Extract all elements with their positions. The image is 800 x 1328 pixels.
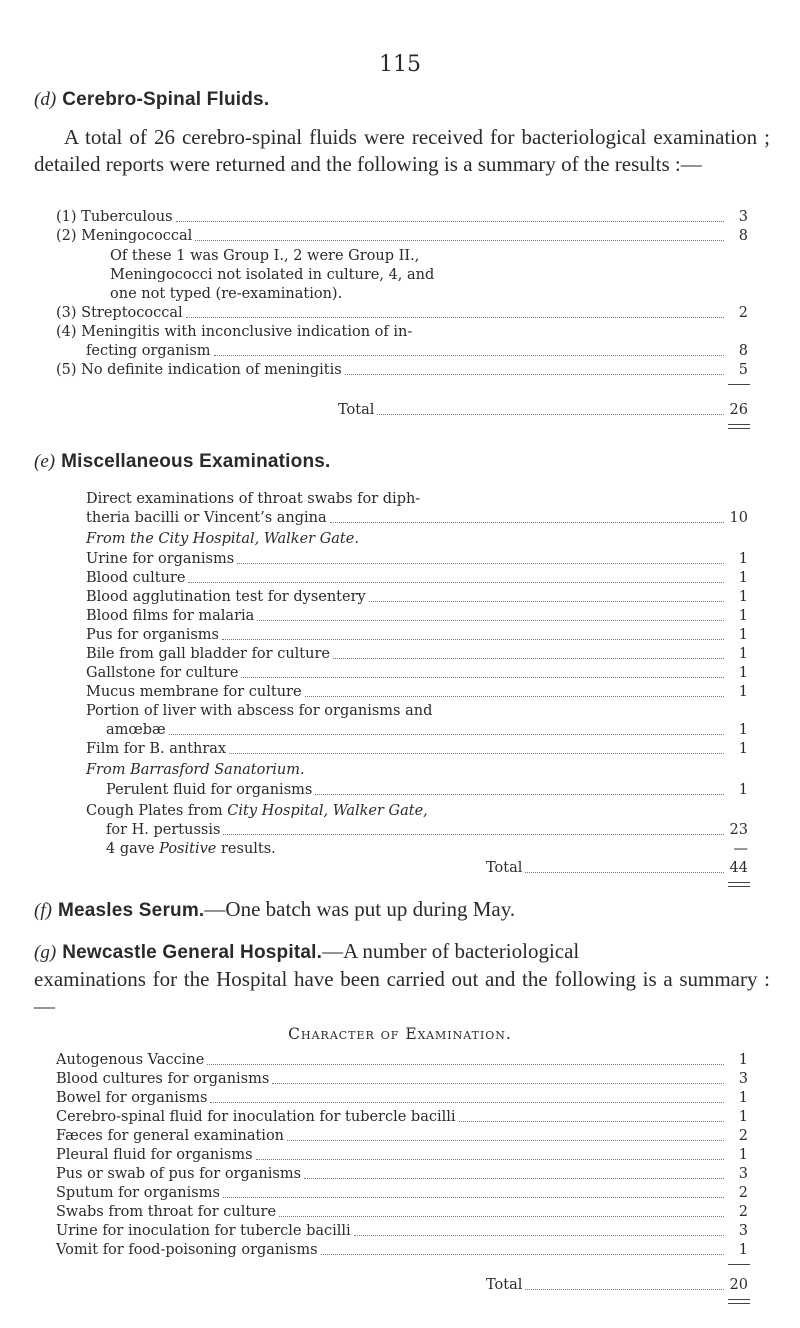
list-item <box>86 568 748 588</box>
item-value: 3 <box>738 1071 748 1087</box>
leader-dots <box>223 834 724 835</box>
leader-dots <box>333 658 724 659</box>
item-label: Pleural fluid for organisms <box>56 1147 253 1163</box>
item-value: 1 <box>738 1147 748 1163</box>
list-item <box>56 1126 748 1146</box>
leader-dots <box>304 1178 724 1179</box>
positive-text-end: results. <box>216 841 276 857</box>
leader-dots <box>169 734 724 735</box>
section-d-heading <box>34 88 269 111</box>
item-label: for H. pertussis <box>106 822 221 838</box>
item-label: fecting organism <box>86 343 211 359</box>
item-label: Swabs from throat for culture <box>56 1204 277 1220</box>
total-value: 44 <box>729 860 748 876</box>
leader-dots <box>210 1102 724 1103</box>
item-label: (5) No definite indication of meningitis <box>56 362 342 378</box>
item-value: 1 <box>738 684 748 700</box>
positive-value: — <box>733 841 748 857</box>
list-item <box>56 1069 748 1089</box>
item-label: Bile from gall bladder for culture <box>86 646 330 662</box>
item-value: 1 <box>738 782 748 798</box>
item-label: (3) Streptococcal <box>56 305 183 321</box>
leader-dots <box>287 1140 724 1141</box>
item-value: 1 <box>738 1052 748 1068</box>
section-f-text: —One batch was put up during May. <box>204 897 516 921</box>
item-value: 3 <box>738 1166 748 1182</box>
positive-word: Positive <box>159 841 217 857</box>
total-label: Total <box>338 402 375 418</box>
item-value: 5 <box>738 362 748 378</box>
list-item <box>86 663 748 683</box>
item-label: Film for B. anthrax <box>86 741 227 757</box>
positive-text: 4 gave <box>106 841 160 857</box>
item-value: 1 <box>738 570 748 586</box>
direct-line1: Direct examinations of throat swabs for diph- <box>86 491 421 507</box>
item-value: 2 <box>738 305 748 321</box>
item-value: 1 <box>738 1242 748 1258</box>
leader-dots <box>459 1121 724 1122</box>
item-label: Blood culture <box>86 570 186 586</box>
list-item <box>106 820 748 840</box>
section-g-text-first: —A number of bacteriological <box>322 939 580 963</box>
list-item <box>56 207 748 227</box>
item-value: 2 <box>738 1128 748 1144</box>
item-value: 8 <box>738 343 748 359</box>
list-item <box>56 1107 748 1127</box>
leader-dots <box>525 872 724 873</box>
total-rule <box>728 384 750 385</box>
item-value: 2 <box>738 1185 748 1201</box>
item-value: 3 <box>738 209 748 225</box>
source-city-hospital: From the City Hospital, Walker Gate. <box>86 531 359 547</box>
leader-dots <box>223 1197 724 1198</box>
leader-dots <box>369 601 724 602</box>
item-value: 1 <box>738 627 748 643</box>
list-item <box>106 720 748 740</box>
list-item <box>56 1221 748 1241</box>
section-e-title: Miscellaneous Examinations. <box>61 451 331 472</box>
section-f-title: Measles Serum. <box>57 900 205 921</box>
item-label: Urine for inoculation for tubercle bacilli <box>56 1223 351 1239</box>
leader-dots <box>272 1083 724 1084</box>
leader-dots <box>214 355 724 356</box>
list-item <box>86 644 748 664</box>
section-g-letter: (g) <box>34 942 57 963</box>
liver-line1: Portion of liver with abscess for organisms and <box>86 703 433 719</box>
leader-dots <box>241 677 724 678</box>
section-d-intro: A total of 26 cerebro-spinal fluids were received for bacteriological examination ; detailed reports were returned and the following is a summary of the results :— <box>34 125 770 176</box>
item-value: 1 <box>738 1090 748 1106</box>
positive-line <box>106 839 748 859</box>
item-label: amœbæ <box>106 722 166 738</box>
leader-dots <box>315 794 724 795</box>
list-item <box>56 1164 748 1184</box>
item-label: Blood films for malaria <box>86 608 255 624</box>
leader-dots <box>377 414 724 415</box>
total-row <box>486 1275 748 1295</box>
leader-dots <box>237 563 724 564</box>
item-value: 2 <box>738 1204 748 1220</box>
item-value: 1 <box>738 608 748 624</box>
item-label: Sputum for organisms <box>56 1185 220 1201</box>
note-line: Of these 1 was Group I., 2 were Group II., <box>110 248 420 264</box>
item-value: 1 <box>738 589 748 605</box>
item-label: Blood cultures for organisms <box>56 1071 270 1087</box>
item-value: 1 <box>738 665 748 681</box>
list-item <box>56 1088 748 1108</box>
list-item <box>86 549 748 569</box>
item-label: theria bacilli or Vincent’s angina <box>86 510 327 526</box>
list-item <box>56 303 748 323</box>
item-value: 23 <box>729 822 748 838</box>
section-g-heading <box>34 939 579 964</box>
leader-dots <box>257 620 724 621</box>
list-item <box>86 606 748 626</box>
list-item <box>86 739 748 759</box>
item-label: Perulent fluid for organisms <box>106 782 313 798</box>
leader-dots <box>195 240 724 241</box>
section-e-letter: (e) <box>34 451 56 472</box>
total-label: Total <box>486 1277 523 1293</box>
leader-dots <box>176 221 724 222</box>
item-label: Pus or swab of pus for organisms <box>56 1166 302 1182</box>
list-item <box>56 1050 748 1070</box>
item-label-line1: (4) Meningitis with inconclusive indication of in- <box>56 324 413 340</box>
item-label: (1) Tuberculous <box>56 209 173 225</box>
item-value: 1 <box>738 1109 748 1125</box>
leader-dots <box>321 1254 724 1255</box>
list-item <box>86 625 748 645</box>
table-caption: Character of Examination. <box>288 1025 512 1043</box>
double-rule <box>728 882 750 887</box>
leader-dots <box>305 696 724 697</box>
leader-dots <box>229 753 724 754</box>
total-label: Total <box>486 860 523 876</box>
item-label: Blood agglutination test for dysentery <box>86 589 366 605</box>
item-label: Gallstone for culture <box>86 665 239 681</box>
item-value: 10 <box>729 510 748 526</box>
section-g-title: Newcastle General Hospital. <box>62 942 323 963</box>
leader-dots <box>256 1159 724 1160</box>
section-f-letter: (f) <box>34 900 52 921</box>
leader-dots <box>330 522 724 523</box>
list-item <box>56 1183 748 1203</box>
item-label: (2) Meningococcal <box>56 228 193 244</box>
total-row <box>486 858 748 878</box>
section-d-title: Cerebro-Spinal Fluids. <box>62 89 270 110</box>
list-item <box>56 226 748 246</box>
section-e-heading <box>34 450 331 473</box>
item-label: Fæces for general examination <box>56 1128 285 1144</box>
list-item <box>106 780 748 800</box>
double-rule <box>728 1299 750 1304</box>
section-f-heading <box>34 897 515 922</box>
leader-dots <box>345 374 724 375</box>
item-value: 1 <box>738 646 748 662</box>
total-row <box>338 400 748 420</box>
leader-dots <box>186 317 724 318</box>
leader-dots <box>354 1235 724 1236</box>
page-number: 115 <box>379 52 421 77</box>
source-barrasford: From Barrasford Sanatorium. <box>86 762 305 778</box>
list-item <box>86 341 748 361</box>
item-label: Pus for organisms <box>86 627 219 643</box>
list-item <box>56 360 748 380</box>
list-item <box>86 587 748 607</box>
cough-line1 <box>86 801 428 821</box>
section-g-text: examinations for the Hospital have been carried out and the following is a summary :— <box>34 967 770 1018</box>
item-value: 8 <box>738 228 748 244</box>
item-label: Mucus membrane for culture <box>86 684 302 700</box>
note-line: one not typed (re-examination). <box>110 286 343 302</box>
item-value: 3 <box>738 1223 748 1239</box>
leader-dots <box>222 639 724 640</box>
item-label: Urine for organisms <box>86 551 235 567</box>
item-value: 1 <box>738 722 748 738</box>
list-item <box>56 1145 748 1165</box>
item-value: 1 <box>738 551 748 567</box>
leader-dots <box>207 1064 724 1065</box>
item-label: Cerebro-spinal fluid for inoculation for tubercle bacilli <box>56 1109 456 1125</box>
leader-dots <box>279 1216 724 1217</box>
list-item <box>56 1202 748 1222</box>
total-value: 20 <box>729 1277 748 1293</box>
note-line: Meningococci not isolated in culture, 4, and <box>110 267 435 283</box>
cough-text: Cough Plates from <box>86 803 228 819</box>
list-item <box>86 508 748 528</box>
double-rule <box>728 424 750 429</box>
leader-dots <box>525 1289 724 1290</box>
list-item <box>86 682 748 702</box>
total-rule <box>728 1264 750 1265</box>
item-label: Autogenous Vaccine <box>56 1052 205 1068</box>
leader-dots <box>188 582 724 583</box>
item-label: Vomit for food-poisoning organisms <box>56 1242 318 1258</box>
total-value: 26 <box>729 402 748 418</box>
list-item <box>56 1240 748 1260</box>
item-label: Bowel for organisms <box>56 1090 208 1106</box>
item-value: 1 <box>738 741 748 757</box>
cough-source: City Hospital, Walker Gate, <box>227 803 428 819</box>
section-d-letter: (d) <box>34 89 57 110</box>
